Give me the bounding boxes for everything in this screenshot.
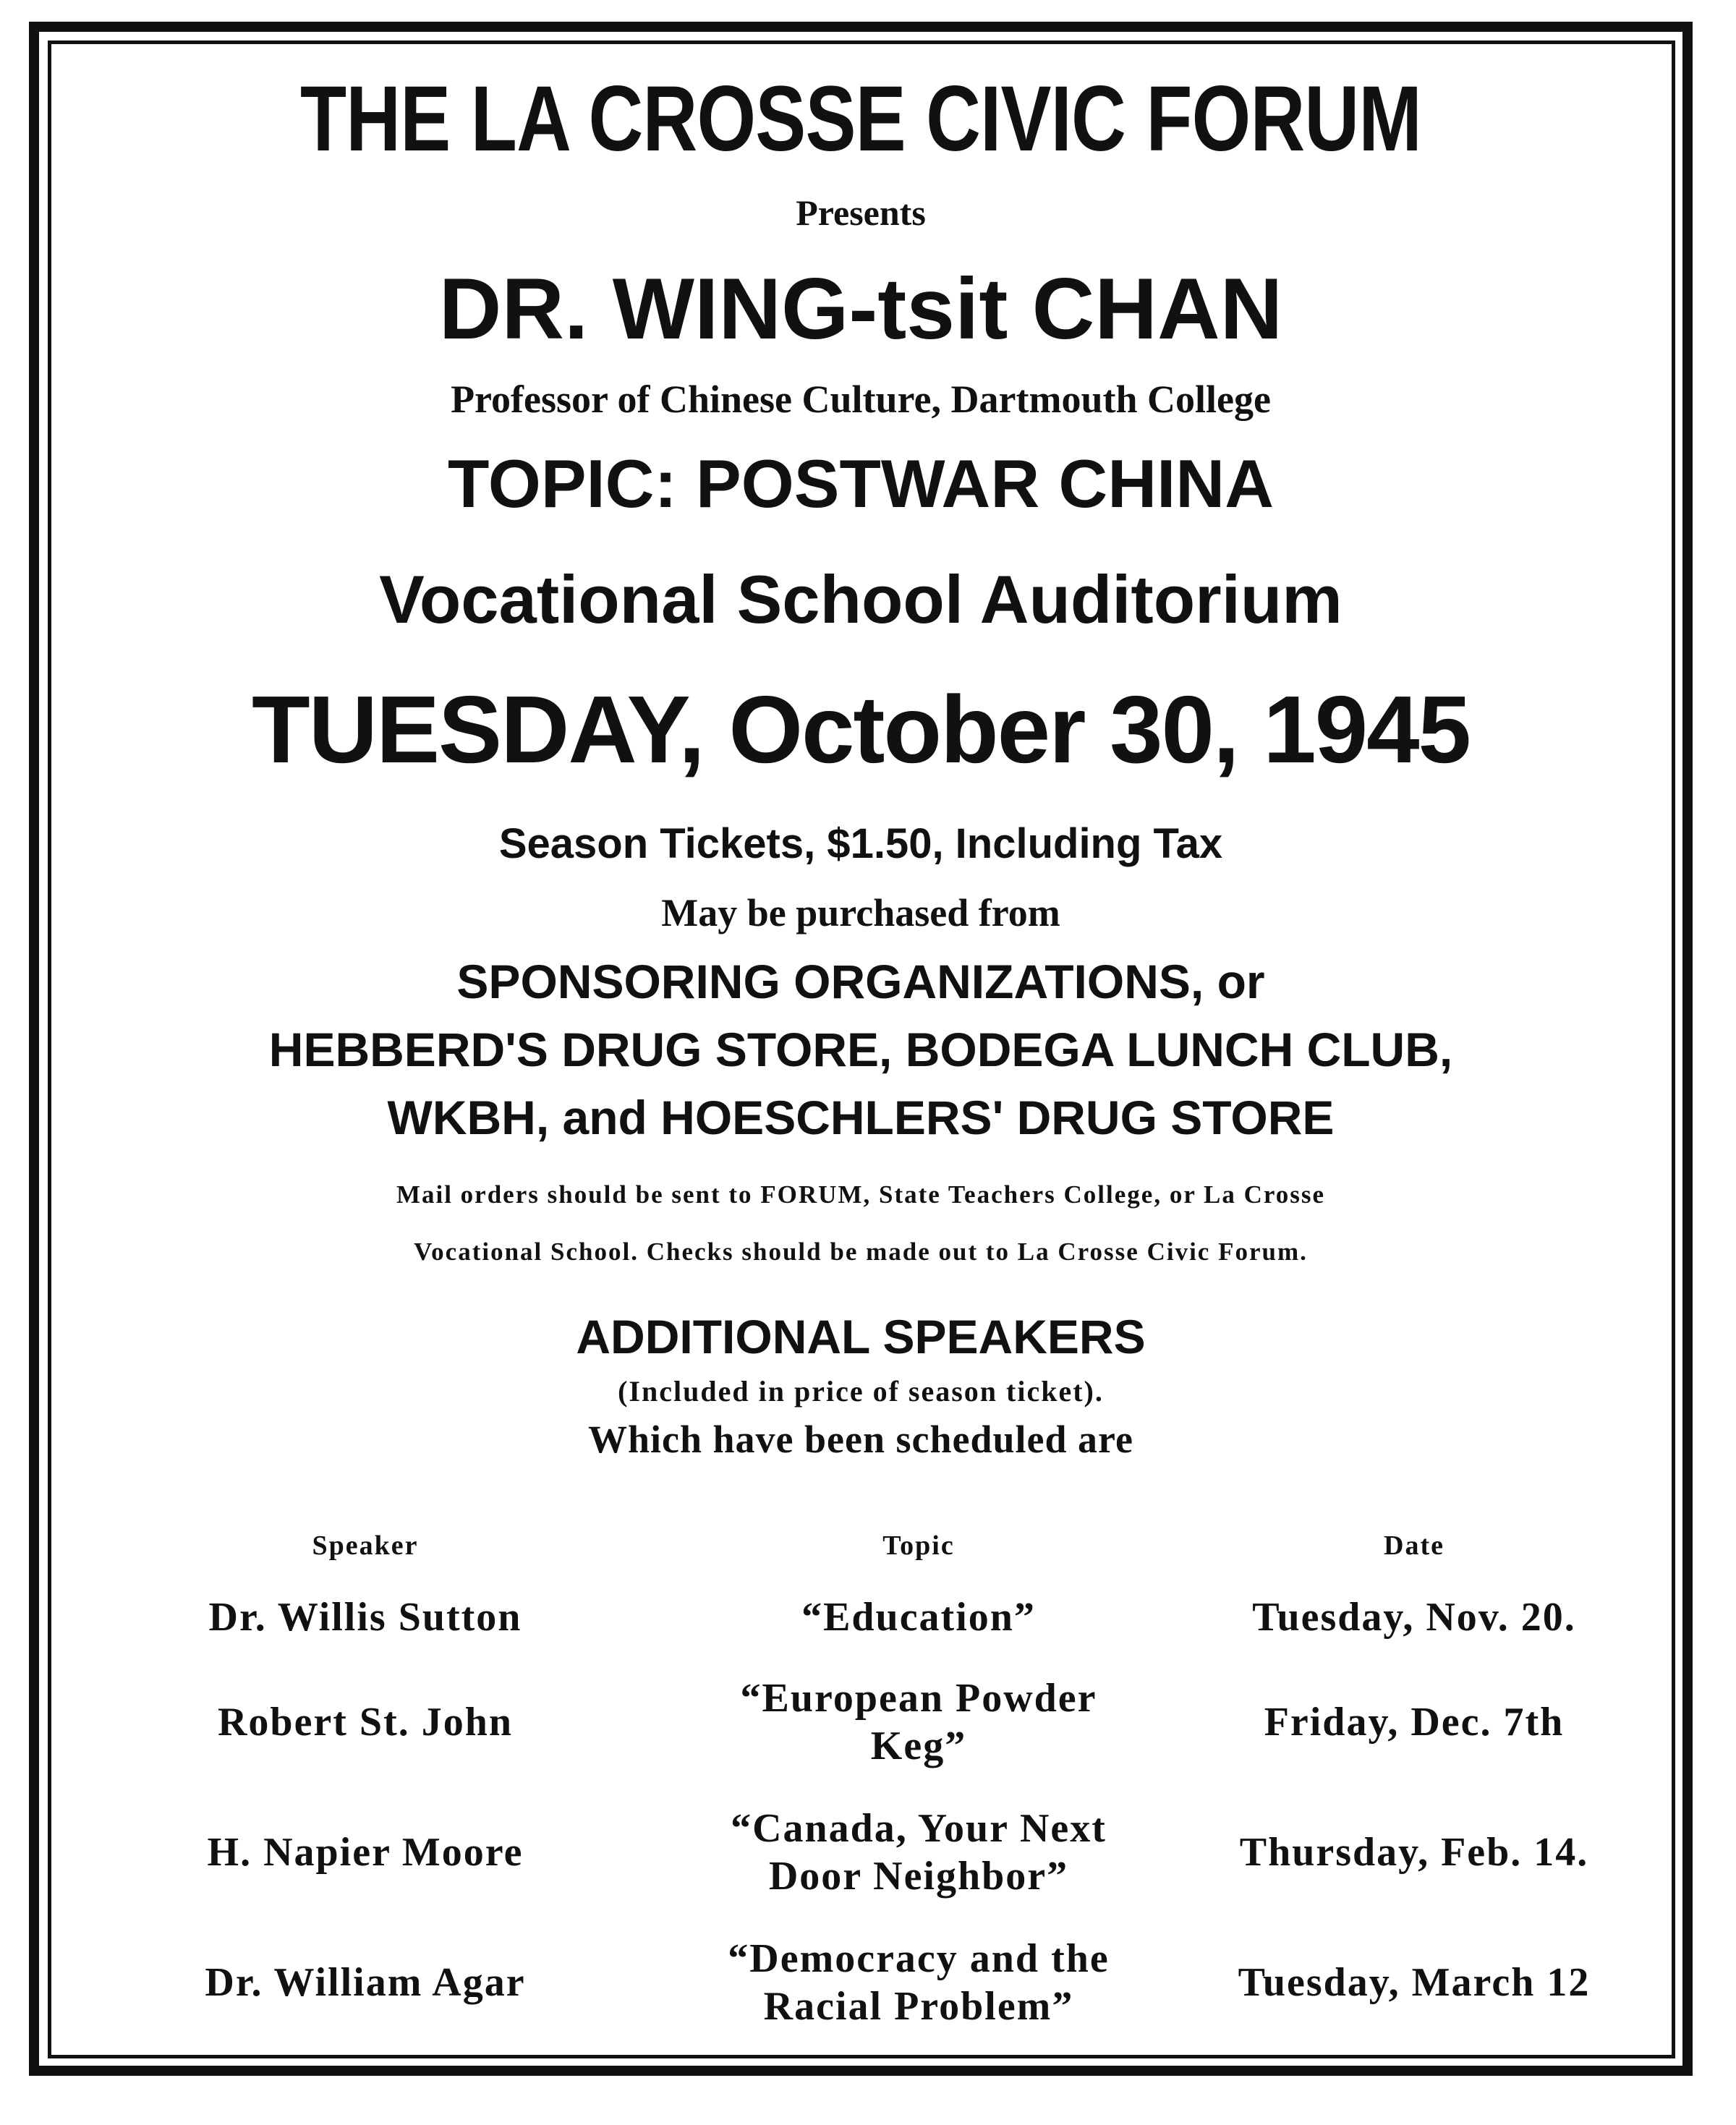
mail-orders-line-1: Mail orders should be sent to FORUM, State Teachers College, or La Crosse <box>396 1180 1326 1209</box>
row-topic <box>665 1593 1172 1641</box>
row-topic <box>665 1674 1172 1770</box>
speaker-schedule <box>65 1525 1656 2037</box>
schedule-row <box>65 1668 1656 1776</box>
schedule-row <box>65 1798 1656 1907</box>
ticket-price: Season Tickets, $1.50, Including Tax <box>498 820 1223 867</box>
schedule-row <box>65 1581 1656 1653</box>
row-topic-line: “Canada, Your Next <box>731 1806 1107 1851</box>
header-speaker: Speaker <box>312 1530 419 1561</box>
speaker-affiliation: Professor of Chinese Culture, Dartmouth College <box>451 378 1271 421</box>
scheduled-intro: Which have been scheduled are <box>587 1418 1134 1461</box>
event-date: TUESDAY, October 30, 1945 <box>252 676 1470 783</box>
header-topic: Topic <box>882 1530 955 1561</box>
included-note: (Included in price of season ticket). <box>618 1375 1104 1408</box>
row-speaker: Dr. Willis Sutton <box>208 1595 522 1640</box>
row-topic-line: Racial Problem” <box>763 1984 1074 2029</box>
vendor-line-1: SPONSORING ORGANIZATIONS, or <box>456 955 1265 1008</box>
row-topic-line: Keg” <box>870 1724 967 1768</box>
row-topic-line: “European Powder <box>740 1676 1097 1721</box>
row-date: Tuesday, Nov. 20. <box>1252 1595 1576 1640</box>
mail-orders-line-2: Vocational School. Checks should be made out to La Crosse Civic Forum. <box>414 1238 1308 1266</box>
row-topic-line: Door Neighbor” <box>768 1854 1069 1899</box>
row-topic-line: “Education” <box>801 1595 1036 1640</box>
additional-speakers-heading: ADDITIONAL SPEAKERS <box>576 1310 1146 1363</box>
row-topic <box>665 1935 1172 2030</box>
row-date: Thursday, Feb. 14. <box>1239 1830 1589 1875</box>
row-speaker: H. Napier Moore <box>207 1830 524 1875</box>
forum-title: THE LA CROSSE CIVIC FORUM <box>299 67 1422 171</box>
venue: Vocational School Auditorium <box>379 561 1343 637</box>
schedule-header <box>65 1525 1656 1567</box>
vendor-line-3: WKBH, and HOESCHLERS' DRUG STORE <box>387 1091 1335 1144</box>
row-speaker: Dr. William Agar <box>205 1960 526 2005</box>
presents-line: Presents <box>796 192 926 233</box>
row-topic-line: “Democracy and the <box>728 1936 1110 1981</box>
row-speaker: Robert St. John <box>217 1700 514 1745</box>
row-date: Friday, Dec. 7th <box>1264 1700 1565 1745</box>
row-date: Tuesday, March 12 <box>1238 1960 1591 2005</box>
schedule-row <box>65 1928 1656 2037</box>
advertisement-body <box>65 58 1656 1465</box>
row-topic <box>665 1805 1172 1900</box>
lecture-topic: TOPIC: POSTWAR CHINA <box>448 446 1274 521</box>
header-date: Date <box>1384 1530 1444 1561</box>
featured-speaker: DR. WING-tsit CHAN <box>438 260 1283 357</box>
purchase-intro: May be purchased from <box>661 891 1060 934</box>
vendor-line-2: HEBBERD'S DRUG STORE, BODEGA LUNCH CLUB, <box>268 1023 1453 1076</box>
